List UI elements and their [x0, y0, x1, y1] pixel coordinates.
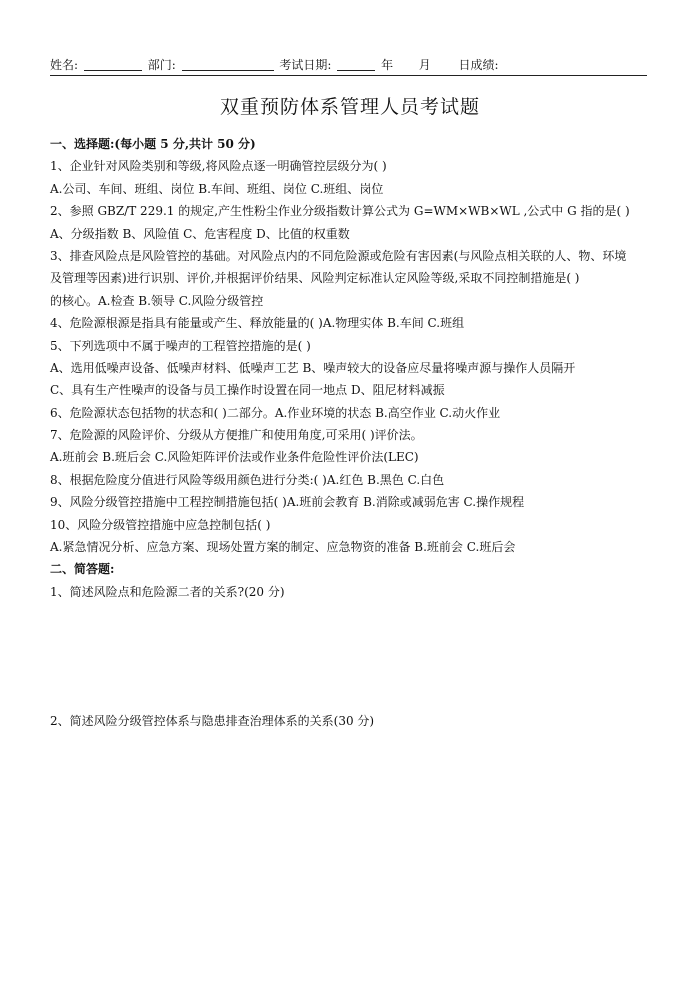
exam-date-label: 考试日期:: [279, 58, 332, 72]
question-line: 2、参照 GBZ/T 229.1 的规定,产生性粉尘作业分级指数计算公式为 G=WM×WB×WL ,公式中 G 指的是( ): [50, 204, 630, 219]
question-line: 的核心。A.检查 B.领导 C.风险分级管控: [50, 293, 264, 308]
question-line: A.紧急情况分析、应急方案、现场处置方案的制定、应急物资的准备 B.班前会 C.班后会: [50, 540, 516, 555]
question-line: 3、排查风险点是风险管控的基础。对风险点内的不同危险源或危险有害因素(与风险点相关联的人、物、环境: [50, 248, 627, 263]
section1-heading: 一、选择题:(每小题 5 分,共计 50 分): [50, 137, 256, 151]
question-line: 及管理等因素)进行识别、评价,并根据评价结果、风险判定标准认定风险等级,采取不同控制措施是( ): [50, 271, 580, 286]
question-line: 6、危险源状态包括物的状态和( )二部分。A.作业环境的状态 B.高空作业 C.动火作业: [50, 405, 501, 420]
question-line: 9、风险分级管控措施中工程控制措施包括( )A.班前会教育 B.消除或减弱危害 C.操作规程: [50, 495, 525, 510]
name-blank[interactable]: [84, 55, 142, 71]
question-line: 10、风险分级管控措施中应急控制包括( ): [50, 517, 271, 532]
question-line: 5、下列选项中不属于噪声的工程管控措施的是( ): [50, 338, 311, 353]
question-line: 7、危险源的风险评价、分级从方便推广和使用角度,可采用( )评价法。: [50, 428, 423, 443]
answer-space-q1[interactable]: [50, 603, 650, 710]
month-label: 月: [418, 58, 431, 72]
short-answer-q1: 1、简述风险点和危险源二者的关系?(20 分): [50, 584, 285, 599]
name-label: 姓名:: [50, 58, 79, 72]
exam-content: [50, 133, 650, 733]
question-line: A、选用低噪声设备、低噪声材料、低噪声工艺 B、噪声较大的设备应尽量将噪声源与操作人员隔开: [50, 360, 576, 375]
question-line: 8、根据危险度分值进行风险等级用颜色进行分类:( )A.红色 B.黑色 C.白色: [50, 472, 445, 487]
question-line: A.公司、车间、班组、岗位 B.车间、班组、岗位 C.班组、岗位: [50, 181, 384, 196]
question-line: C、具有生产性噪声的设备与员工操作时设置在同一地点 D、阻尼材料减振: [50, 383, 445, 398]
short-answer-q2: 2、简述风险分级管控体系与隐患排查治理体系的关系(30 分): [50, 714, 375, 729]
question-line: A、分级指数 B、风险值 C、危害程度 D、比值的权重数: [50, 226, 350, 241]
department-blank[interactable]: [182, 55, 274, 71]
year-label: 年: [381, 58, 394, 72]
question-line: A.班前会 B.班后会 C.风险矩阵评价法或作业条件危险性评价法(LEC): [50, 450, 419, 465]
day-score-label: 日成绩:: [458, 58, 499, 72]
year-blank[interactable]: [337, 55, 375, 71]
question-line: 4、危险源根源是指具有能量或产生、释放能量的( )A.物理实体 B.车间 C.班组: [50, 316, 465, 331]
exam-title: 双重预防体系管理人员考试题: [219, 96, 480, 118]
exam-header: [50, 55, 647, 76]
department-label: 部门:: [147, 58, 176, 72]
question-line: 1、企业针对风险类别和等级,将风险点逐一明确管控层级分为( ): [50, 159, 387, 174]
section2-heading: 二、简答题:: [50, 562, 115, 577]
